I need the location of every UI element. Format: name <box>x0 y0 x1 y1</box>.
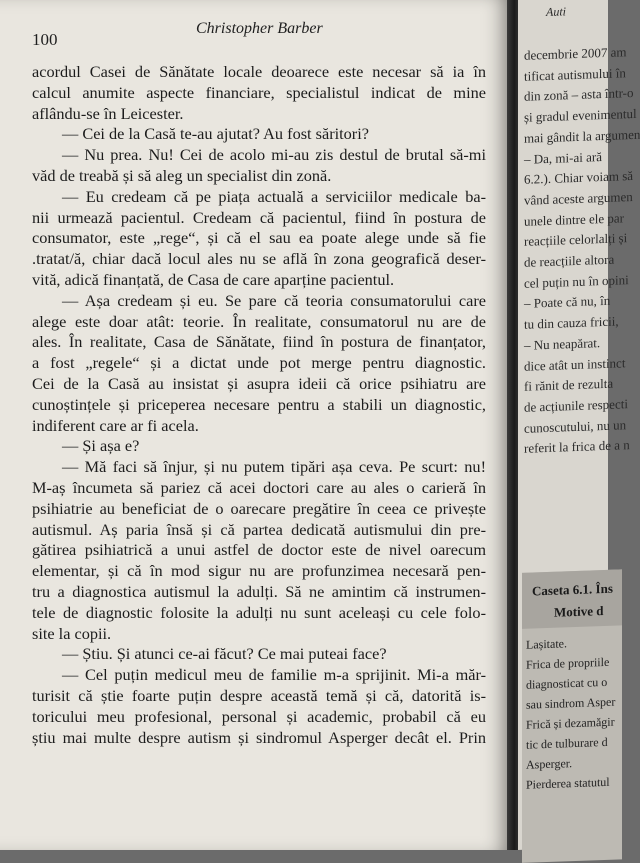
right-text-line: din zonă – asta într-o <box>524 85 634 105</box>
text-line <box>32 644 486 665</box>
text-line <box>32 166 486 187</box>
right-text-line: 6.2.). Chiar voiam să <box>524 168 634 188</box>
text-line <box>32 582 486 603</box>
caseta-list-item: Lașitate. <box>526 636 567 652</box>
text-line <box>32 686 486 707</box>
right-text-line: reacțiile celorlalți și <box>524 230 628 250</box>
text-line-content: nii urmează pacientul. Credeam că pacientul, fiind în postura de <box>32 207 486 227</box>
right-book-page <box>518 0 640 850</box>
right-text-line: cel puțin nu în opini <box>524 271 629 291</box>
text-line <box>32 374 486 395</box>
right-text-line: de reacțiile altora <box>524 251 615 270</box>
caseta-title <box>522 569 622 628</box>
text-line <box>32 624 486 645</box>
text-line-content: — Cei de la Casă te-au ajutat? Au fost săritori? <box>62 124 369 144</box>
caseta-list-item: Frica de propriile <box>526 654 610 672</box>
caseta-list-item: diagnosticat cu o <box>526 674 608 692</box>
text-line-content: calcul anumite aspecte financiare, specialistul indicat de mine <box>32 82 486 102</box>
caseta-list-item: Frică și dezamăgir <box>526 714 615 732</box>
right-text-line: – Poate că nu, în <box>524 293 611 312</box>
right-running-head: Auti <box>546 4 566 20</box>
running-head-author: Christopher Barber <box>196 20 323 37</box>
page-number: 100 <box>32 30 58 49</box>
text-line-content: — Așa credeam și eu. Se pare că teoria consumatorului care <box>62 290 486 310</box>
text-line-content: știu mai multe despre autism și sindromul Asperger decât el. Prin <box>32 727 486 747</box>
text-line <box>32 332 486 353</box>
caseta-box <box>522 569 622 862</box>
text-line-content: aflându-se în Leicester. <box>32 103 184 123</box>
text-line <box>32 665 486 686</box>
right-text-line: și gradul evenimentul <box>524 105 637 125</box>
text-line <box>32 603 486 624</box>
text-line-content: autismul. Aș paria însă și că partea dedicată autismului din pre- <box>32 519 486 539</box>
caseta-list <box>522 625 622 794</box>
text-line-content: Cei de la Casă au insistat și asupra ideii că orice psihiatru are <box>32 373 486 393</box>
text-line-content: — Cel puțin medicul meu de familie m-a sprijinit. Mi-a măr- <box>62 665 486 685</box>
text-line <box>32 270 486 291</box>
text-line <box>32 561 486 582</box>
text-line <box>32 416 486 437</box>
text-line <box>32 457 486 478</box>
text-line-content: — Eu credeam că pe piața actuală a serviciilor medicale ba- <box>62 186 486 206</box>
right-text-line: unele dintre ele par <box>524 209 624 229</box>
right-text-line: de acțiunile respecti <box>524 396 628 415</box>
text-line-content: consumator, este „rege“, și că el sau ea poate alege unde să fie <box>32 228 486 248</box>
body-text <box>32 62 486 748</box>
text-line <box>32 145 486 166</box>
text-line-content: acordul Casei de Sănătate locale deoarece este necesar să ia în <box>32 62 486 81</box>
text-line-content: tele de diagnostic folosite la adulți nu sunt aceleași cu cele folo- <box>32 602 486 622</box>
text-line-content: cunoștințele și priceperea necesare pentru a stabili un diagnostic, <box>32 394 486 414</box>
text-line <box>32 728 486 749</box>
text-line <box>32 520 486 541</box>
text-line-content: văd de treabă și să aleg un specialist din zonă. <box>32 165 332 185</box>
text-line-content: tru a diagnostica autismul la adulți. Să ne amintim că instrumen- <box>32 581 486 601</box>
text-line-content: — Și așa e? <box>62 436 140 456</box>
text-line-content: psihiatrie au beneficiat de o oarecare pregătire în ceea ce privește <box>32 498 486 518</box>
text-line-content: — Mă faci să înjur, și nu putem tipări așa ceva. Pe scurt: nu! <box>62 457 486 477</box>
caseta-list-item: sau sindrom Asper <box>526 694 616 712</box>
caseta-list-item: tic de tulburare d <box>526 734 608 752</box>
text-line <box>32 499 486 520</box>
text-line <box>32 83 486 104</box>
right-text-line: cunoscutului, nu un <box>524 416 627 436</box>
text-line-content: turisit că știe foarte puțin despre această temă și că, datorită is- <box>32 685 486 705</box>
text-line-content: elementar, și că în mod sigur nu are profunzimea necesară pen- <box>32 561 486 581</box>
text-line <box>32 312 486 333</box>
caseta-list-item: Pierderea statutul <box>526 774 610 792</box>
text-line <box>32 187 486 208</box>
text-line-content: alege este doar atât: teorie. În realitate, consumatorul nu are de <box>32 311 486 331</box>
text-line-content: indiferent care ar fi acela. <box>32 415 199 435</box>
text-line <box>32 124 486 145</box>
right-text-line: decembrie 2007 am <box>524 44 627 63</box>
text-line-content: — Nu prea. Nu! Cei de acolo mi-au zis destul de brutal să-mi <box>62 145 486 165</box>
text-line-content: .tratat/ă, chiar dacă locul ales nu se află în zona geografică deser- <box>32 249 486 269</box>
caseta-title-line: Caseta 6.1. Îns <box>532 580 613 599</box>
right-text-line: dice atât un instinct <box>524 354 626 374</box>
text-line <box>32 104 486 125</box>
text-line-content: ales. În realitate, Casa de Sănătate, fiind în postura de finanțator, <box>32 332 486 352</box>
text-line <box>32 707 486 728</box>
text-line-content: gătirea psihiatrică a unui astfel de doctor este de nivel oarecum <box>32 540 486 560</box>
text-line <box>32 478 486 499</box>
caseta-list-item: Asperger. <box>526 756 573 772</box>
text-line-content: — Știu. Și atunci ce-ai făcut? Ce mai puteai face? <box>62 644 387 664</box>
right-text-line: tificat autismului în <box>524 64 626 84</box>
text-line <box>32 291 486 312</box>
text-line <box>32 395 486 416</box>
text-line-content: site la copii. <box>32 623 112 643</box>
text-line <box>32 208 486 229</box>
caseta-subtitle-line: Motive d <box>554 603 604 620</box>
right-text-line: referit la frica de a n <box>524 437 630 457</box>
text-line <box>32 228 486 249</box>
right-text-line: – Da, mi-ai ară <box>524 148 602 167</box>
text-line <box>32 540 486 561</box>
right-text-line: mai gândit la argumen <box>524 126 640 146</box>
text-line <box>32 249 486 270</box>
right-text-line: tu din cauza fricii, <box>524 313 619 332</box>
text-line-content: toricului meu profesional, personal și academic, probabil că eu <box>32 706 486 726</box>
text-line <box>32 353 486 374</box>
text-line <box>32 62 486 83</box>
text-line-content: vită, adică finanțată, de Casa de care aparține pacientul. <box>32 269 395 289</box>
right-body-text <box>524 43 640 460</box>
text-line-content: M-aș încumeta să pariez că acei doctori care au ales o carieră în <box>32 477 486 497</box>
right-text-line: – Nu neapărat. <box>524 334 601 353</box>
right-text-line: fi rănit de rezulta <box>524 375 614 395</box>
text-line <box>32 436 486 457</box>
right-text-line: vând aceste argumen <box>524 188 633 208</box>
text-line-content: a fost „regele“ și a dictat unde pot merge pentru diagnostic. <box>32 353 486 373</box>
